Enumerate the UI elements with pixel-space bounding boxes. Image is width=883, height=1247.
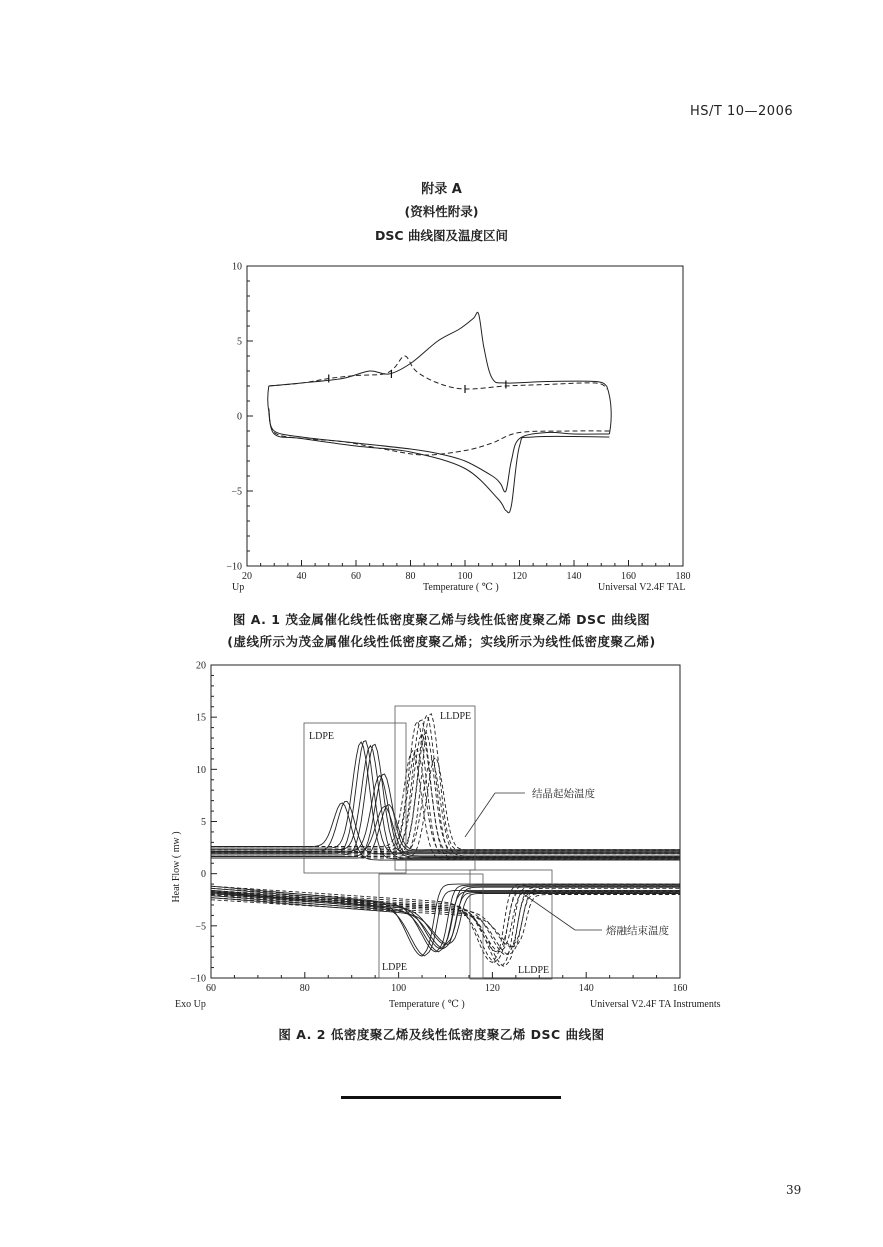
figure-a1-caption-note: (虚线所示为茂金属催化线性低密度聚乙烯；实线所示为线性低密度聚乙烯): [227, 634, 656, 649]
fig1-y-tick-label: −10: [226, 561, 242, 573]
figure-a1-instrument: Universal V2.4F TAL: [598, 582, 686, 593]
label-cryst-onset: 结晶起始温度: [532, 789, 595, 800]
fig2-x-tick-label: 140: [578, 983, 594, 994]
fig2-cryst-curve-21: [211, 720, 680, 853]
fig1-x-tick-label: 140: [566, 571, 582, 582]
figure-a1-markers: [329, 370, 506, 393]
fig2-cryst-curve-7: [211, 774, 680, 857]
fig2-cryst-curve-25: [211, 714, 680, 857]
figure-a1-series: [268, 312, 611, 513]
fig1-y-tick-label: 10: [232, 261, 242, 273]
fig1-x-tick-label: 60: [351, 571, 361, 582]
fig2-melt-curve-12: [211, 885, 680, 952]
figure-a1-caption: 图 A. 1 茂金属催化线性低密度聚乙烯与线性低密度聚乙烯 DSC 曲线图: [232, 612, 651, 627]
fig2-melt-curve-30: [211, 885, 680, 952]
fig2-cryst-curve-23: [211, 733, 680, 855]
fig2-cryst-curve-5: [211, 744, 680, 855]
fig1-y-tick-label: −5: [231, 486, 242, 498]
fig2-cryst-curve-3: [211, 741, 680, 854]
fig2-y-tick-label: 10: [196, 764, 206, 776]
figure-a1-chart: [0, 255, 883, 605]
label-lldpe-bottom: LLDPE: [518, 965, 550, 976]
figure-a1-corner-label: Up: [232, 582, 245, 593]
fig2-cryst-curve-20: [211, 721, 680, 859]
fig2-x-tick-label: 60: [206, 983, 216, 994]
fig1-x-tick-label: 160: [621, 571, 636, 582]
fig2-x-tick-label: 160: [672, 983, 688, 994]
label-ldpe-top: LDPE: [309, 731, 334, 742]
fig1-series-line-3: [269, 412, 610, 456]
figure-a2-caption: 图 A. 2 低密度聚乙烯及线性低密度聚乙烯 DSC 曲线图: [278, 1027, 605, 1042]
fig2-cryst-curve-19: [211, 750, 680, 854]
fig2-cryst-curve-24: [211, 715, 680, 857]
fig1-y-tick-label: 5: [237, 336, 242, 348]
fig1-y-tick-label: 0: [237, 411, 242, 423]
figure-a2-ticks: [190, 661, 687, 995]
cryst-onset-leader: [465, 793, 495, 837]
figure-a2-corner-label: Exo Up: [175, 999, 206, 1010]
figure-a2-xlabel: Temperature ( ℃ ): [389, 999, 465, 1010]
fig2-cryst-curve-4: [211, 746, 680, 858]
fig2-y-tick-label: 15: [196, 712, 206, 724]
figure-a1-ticks: [226, 262, 690, 583]
fig2-cryst-curve-2: [211, 742, 680, 859]
fig1-loop-close-left: [268, 386, 269, 412]
fig1-plot-frame: [247, 266, 683, 566]
figure-a2-chart: [0, 655, 883, 1015]
fig2-cryst-curve-1: [211, 801, 680, 854]
page-number: 39: [786, 1183, 802, 1197]
fig2-x-tick-label: 120: [484, 983, 500, 994]
fig1-x-tick-label: 20: [242, 571, 252, 582]
fig1-x-tick-label: 100: [457, 571, 473, 582]
fig1-x-tick-label: 120: [512, 571, 527, 582]
fig2-x-tick-label: 80: [299, 983, 310, 994]
fig2-y-tick-label: −10: [190, 973, 206, 985]
appendix-title: 附录 A: [421, 182, 462, 197]
figure-a2-instrument: Universal V2.4F TA Instruments: [590, 999, 721, 1010]
standard-code: HS/T 10—2006: [690, 104, 794, 119]
fig1-series-line-2: [269, 356, 607, 389]
fig2-melt-curve-36: [211, 888, 680, 946]
fig1-x-tick-label: 40: [296, 571, 307, 582]
fig2-melt-curve-11: [211, 890, 680, 956]
end-rule: [341, 1096, 561, 1099]
fig2-y-tick-label: 20: [196, 660, 206, 672]
label-lldpe-top: LLDPE: [440, 711, 472, 722]
fig1-x-tick-label: 180: [675, 571, 691, 582]
figure-a2-ylabel: Heat Flow ( mw ): [171, 831, 182, 903]
fig1-x-tick-label: 80: [405, 571, 416, 582]
fig2-x-tick-label: 100: [391, 983, 407, 994]
fig1-series-line-0: [269, 312, 607, 386]
figure-a2-annotation-boxes: [304, 706, 602, 979]
fig2-y-tick-label: 0: [201, 869, 206, 881]
fig1-loop-close-right: [607, 386, 612, 434]
fig2-cryst-curve-22: [211, 734, 680, 858]
fig2-y-tick-label: 5: [201, 817, 206, 828]
fig1-series-line-1: [269, 413, 610, 492]
fig2-melt-curve-14: [211, 886, 680, 949]
fig2-melt-curve-15: [211, 892, 680, 948]
appendix-heading: DSC 曲线图及温度区间: [375, 228, 508, 243]
appendix-subtitle: (资料性附录): [404, 204, 479, 219]
fig1-series-line-4: [269, 409, 610, 513]
figure-a1-xlabel: Temperature ( ℃ ): [423, 582, 499, 593]
label-ldpe-bottom: LDPE: [382, 962, 407, 973]
melt-end-leader: [522, 893, 575, 930]
label-melt-end: 熔融结束温度: [606, 926, 669, 937]
fig2-y-tick-label: −5: [195, 921, 206, 933]
